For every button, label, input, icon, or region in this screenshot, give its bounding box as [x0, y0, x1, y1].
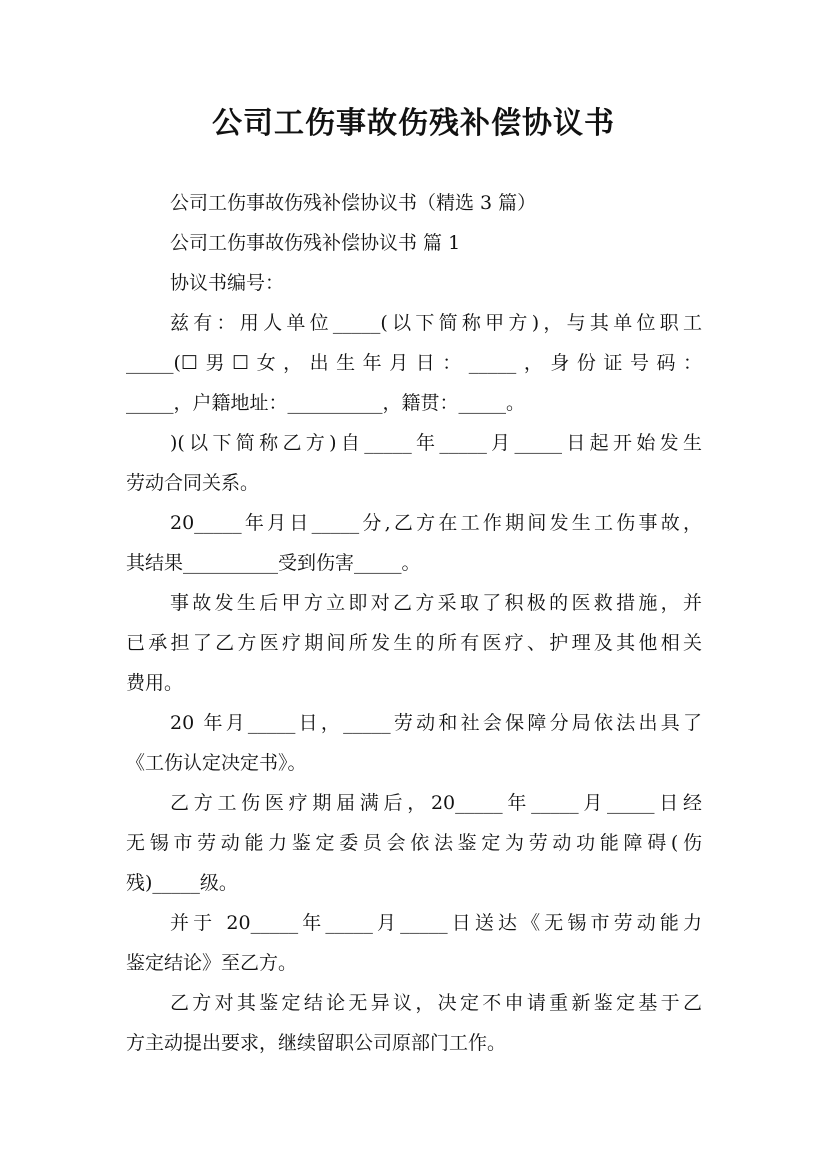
- paragraph-line: 乙方对其鉴定结论无异议，决定不申请重新鉴定基于乙: [170, 992, 702, 1014]
- paragraph-line: 20 年月_____日，_____劳动和社会保障分局依法出具了: [170, 712, 702, 734]
- paragraph-line: 并于 20_____年_____月_____日送达《无锡市劳动能力: [170, 912, 702, 934]
- document-body: [126, 190, 702, 1070]
- section-heading: 公司工伤事故伤残补偿协议书 篇 1: [170, 232, 461, 254]
- paragraph-line: 方主动提出要求，继续留职公司原部门工作。: [126, 1032, 507, 1054]
- paragraph-line: 20_____年月日_____分,乙方在工作期间发生工伤事故，: [170, 512, 702, 534]
- paragraph-line: 鉴定结论》至乙方。: [126, 952, 298, 974]
- paragraph-line: _____(☐男☐女，出生年月日：_____，身份证号码：: [126, 352, 702, 374]
- paragraph-line: 《工伤认定决定书》。: [126, 752, 307, 774]
- paragraph-line: 已承担了乙方医疗期间所发生的所有医疗、护理及其他相关: [126, 632, 702, 654]
- paragraph-line: )(以下简称乙方)自_____年_____月_____日起开始发生: [170, 432, 702, 454]
- intro-line: 公司工伤事故伤残补偿协议书（精选 3 篇）: [170, 192, 537, 214]
- paragraph-line: 兹有：用人单位_____(以下简称甲方)，与其单位职工: [170, 312, 702, 334]
- document-title: 公司工伤事故伤残补偿协议书: [212, 106, 615, 141]
- paragraph-line: 其结果__________受到伤害_____。: [126, 552, 421, 574]
- paragraph-line: 事故发生后甲方立即对乙方采取了积极的医救措施，并: [170, 592, 702, 614]
- paragraph-line: 无锡市劳动能力鉴定委员会依法鉴定为劳动功能障碍(伤: [126, 832, 702, 854]
- paragraph-line: 残)_____级。: [126, 872, 238, 894]
- paragraph-line: 乙方工伤医疗期届满后，20_____年_____月_____日经: [170, 792, 702, 814]
- agreement-number-label: 协议书编号：: [170, 272, 285, 294]
- paragraph-line: _____，户籍地址：__________，籍贯：_____。: [126, 392, 526, 414]
- paragraph-line: 劳动合同关系。: [126, 472, 260, 494]
- paragraph-line: 费用。: [126, 672, 184, 694]
